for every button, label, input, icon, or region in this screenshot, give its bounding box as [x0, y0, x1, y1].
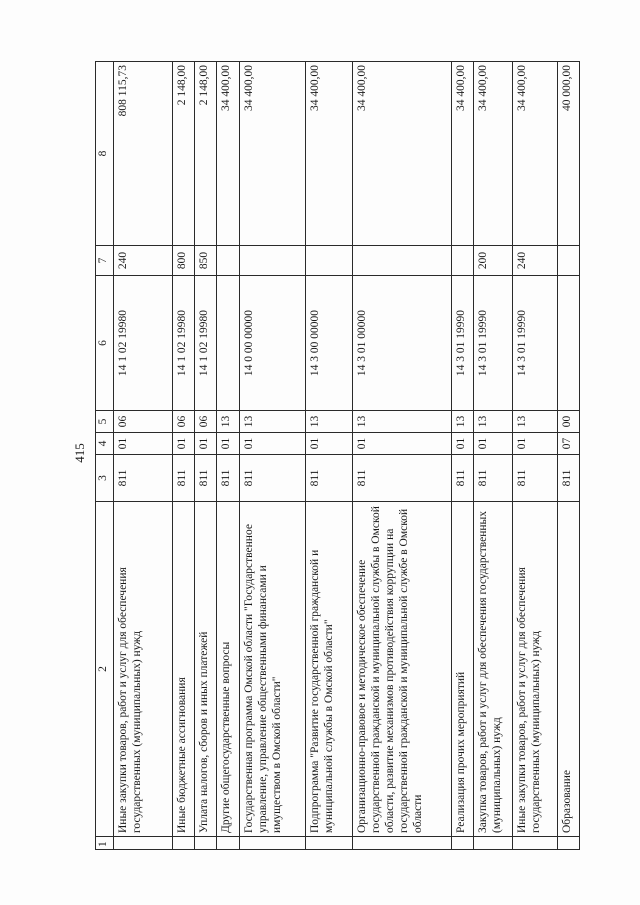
expense-type-cell: [557, 246, 580, 276]
row-name-cell: Другие общегосударственные вопросы: [217, 502, 239, 837]
target-article-cell: 14 1 02 19980: [194, 276, 216, 411]
page-number: 415: [71, 443, 87, 463]
table-row: [194, 62, 216, 850]
grbs-code-cell: 811: [451, 455, 473, 502]
table-header-row: [96, 62, 114, 850]
row-name-cell: Образование: [557, 502, 580, 837]
row-index-cell: [557, 837, 580, 850]
column-number-header: 6: [96, 276, 114, 411]
target-article-cell: 14 3 00 00000: [305, 276, 352, 411]
expense-type-cell: [217, 246, 239, 276]
column-number-header: 1: [96, 837, 114, 850]
row-name-cell: Подпрограмма "Развитие государственной гражданской и муниципальной службы в Омской области": [305, 502, 352, 837]
subsection-code-cell: 13: [473, 411, 512, 433]
amount-cell: 34 400,00: [512, 62, 557, 246]
table-row: [512, 62, 557, 850]
section-code-cell: 01: [512, 433, 557, 455]
table-row: [473, 62, 512, 850]
grbs-code-cell: 811: [194, 455, 216, 502]
row-index-cell: [194, 837, 216, 850]
subsection-code-cell: 13: [239, 411, 305, 433]
amount-cell: 34 400,00: [239, 62, 305, 246]
amount-cell: 34 400,00: [217, 62, 239, 246]
row-name-cell: Иные бюджетные ассигнования: [172, 502, 194, 837]
budget-table: [95, 61, 580, 850]
subsection-code-cell: 06: [113, 411, 172, 433]
row-index-cell: [305, 837, 352, 850]
subsection-code-cell: 06: [172, 411, 194, 433]
expense-type-cell: 240: [113, 246, 172, 276]
expense-type-cell: 240: [512, 246, 557, 276]
grbs-code-cell: 811: [557, 455, 580, 502]
expense-type-cell: [451, 246, 473, 276]
grbs-code-cell: 811: [305, 455, 352, 502]
expense-type-cell: [305, 246, 352, 276]
expense-type-cell: 850: [194, 246, 216, 276]
row-name-cell: Закупка товаров, работ и услуг для обеспечения государственных (муниципальных) нужд: [473, 502, 512, 837]
row-name-cell: Реализация прочих мероприятий: [451, 502, 473, 837]
amount-cell: 34 400,00: [451, 62, 473, 246]
table-row: [352, 62, 451, 850]
amount-cell: 2 148,00: [194, 62, 216, 246]
table-row: [113, 62, 172, 850]
grbs-code-cell: 811: [239, 455, 305, 502]
amount-cell: 34 400,00: [473, 62, 512, 246]
row-index-cell: [239, 837, 305, 850]
section-code-cell: 01: [194, 433, 216, 455]
expense-type-cell: [352, 246, 451, 276]
row-index-cell: [172, 837, 194, 850]
subsection-code-cell: 13: [352, 411, 451, 433]
budget-table-container: [95, 62, 580, 850]
target-article-cell: 14 1 02 19980: [113, 276, 172, 411]
column-number-header: 5: [96, 411, 114, 433]
grbs-code-cell: 811: [512, 455, 557, 502]
row-index-cell: [217, 837, 239, 850]
section-code-cell: 07: [557, 433, 580, 455]
column-number-header: 2: [96, 502, 114, 837]
subsection-code-cell: 13: [512, 411, 557, 433]
amount-cell: 808 115,73: [113, 62, 172, 246]
section-code-cell: 01: [451, 433, 473, 455]
row-name-cell: Государственная программа Омской области "Государственное управление, управление общественными финансами и имуществом в Омской области": [239, 502, 305, 837]
section-code-cell: 01: [352, 433, 451, 455]
target-article-cell: [557, 276, 580, 411]
table-row: [557, 62, 580, 850]
expense-type-cell: [239, 246, 305, 276]
table-row: [451, 62, 473, 850]
amount-cell: 2 148,00: [172, 62, 194, 246]
column-number-header: 4: [96, 433, 114, 455]
column-number-header: 8: [96, 62, 114, 246]
row-name-cell: Иные закупки товаров, работ и услуг для обеспечения государственных (муниципальных) нужд: [113, 502, 172, 837]
expense-type-cell: 800: [172, 246, 194, 276]
grbs-code-cell: 811: [473, 455, 512, 502]
expense-type-cell: 200: [473, 246, 512, 276]
grbs-code-cell: 811: [352, 455, 451, 502]
row-name-cell: Организационно-правовое и методическое обеспечение государственной гражданской и муниципальной службы в Омской области, развитие механизмов противодействия коррупции на государственной гражданской и муниципальной службе в Омской области: [352, 502, 451, 837]
section-code-cell: 01: [113, 433, 172, 455]
column-number-header: 3: [96, 455, 114, 502]
row-index-cell: [512, 837, 557, 850]
column-number-header: 7: [96, 246, 114, 276]
amount-cell: 40 000,00: [557, 62, 580, 246]
section-code-cell: 01: [172, 433, 194, 455]
rotated-table-wrapper: [95, 62, 580, 850]
subsection-code-cell: 13: [451, 411, 473, 433]
subsection-code-cell: 13: [217, 411, 239, 433]
target-article-cell: [217, 276, 239, 411]
row-name-cell: Уплата налогов, сборов и иных платежей: [194, 502, 216, 837]
row-index-cell: [451, 837, 473, 850]
subsection-code-cell: 13: [305, 411, 352, 433]
grbs-code-cell: 811: [113, 455, 172, 502]
subsection-code-cell: 00: [557, 411, 580, 433]
table-row: [239, 62, 305, 850]
row-index-cell: [352, 837, 451, 850]
target-article-cell: 14 1 02 19980: [172, 276, 194, 411]
target-article-cell: 14 0 00 00000: [239, 276, 305, 411]
amount-cell: 34 400,00: [352, 62, 451, 246]
section-code-cell: 01: [473, 433, 512, 455]
target-article-cell: 14 3 01 19990: [473, 276, 512, 411]
table-row: [217, 62, 239, 850]
section-code-cell: 01: [305, 433, 352, 455]
grbs-code-cell: 811: [217, 455, 239, 502]
amount-cell: 34 400,00: [305, 62, 352, 246]
row-index-cell: [113, 837, 172, 850]
section-code-cell: 01: [239, 433, 305, 455]
grbs-code-cell: 811: [172, 455, 194, 502]
target-article-cell: 14 3 01 19990: [451, 276, 473, 411]
table-row: [305, 62, 352, 850]
target-article-cell: 14 3 01 19990: [512, 276, 557, 411]
section-code-cell: 01: [217, 433, 239, 455]
target-article-cell: 14 3 01 00000: [352, 276, 451, 411]
subsection-code-cell: 06: [194, 411, 216, 433]
table-row: [172, 62, 194, 850]
row-name-cell: Иные закупки товаров, работ и услуг для обеспечения государственных (муниципальных) нужд: [512, 502, 557, 837]
row-index-cell: [473, 837, 512, 850]
